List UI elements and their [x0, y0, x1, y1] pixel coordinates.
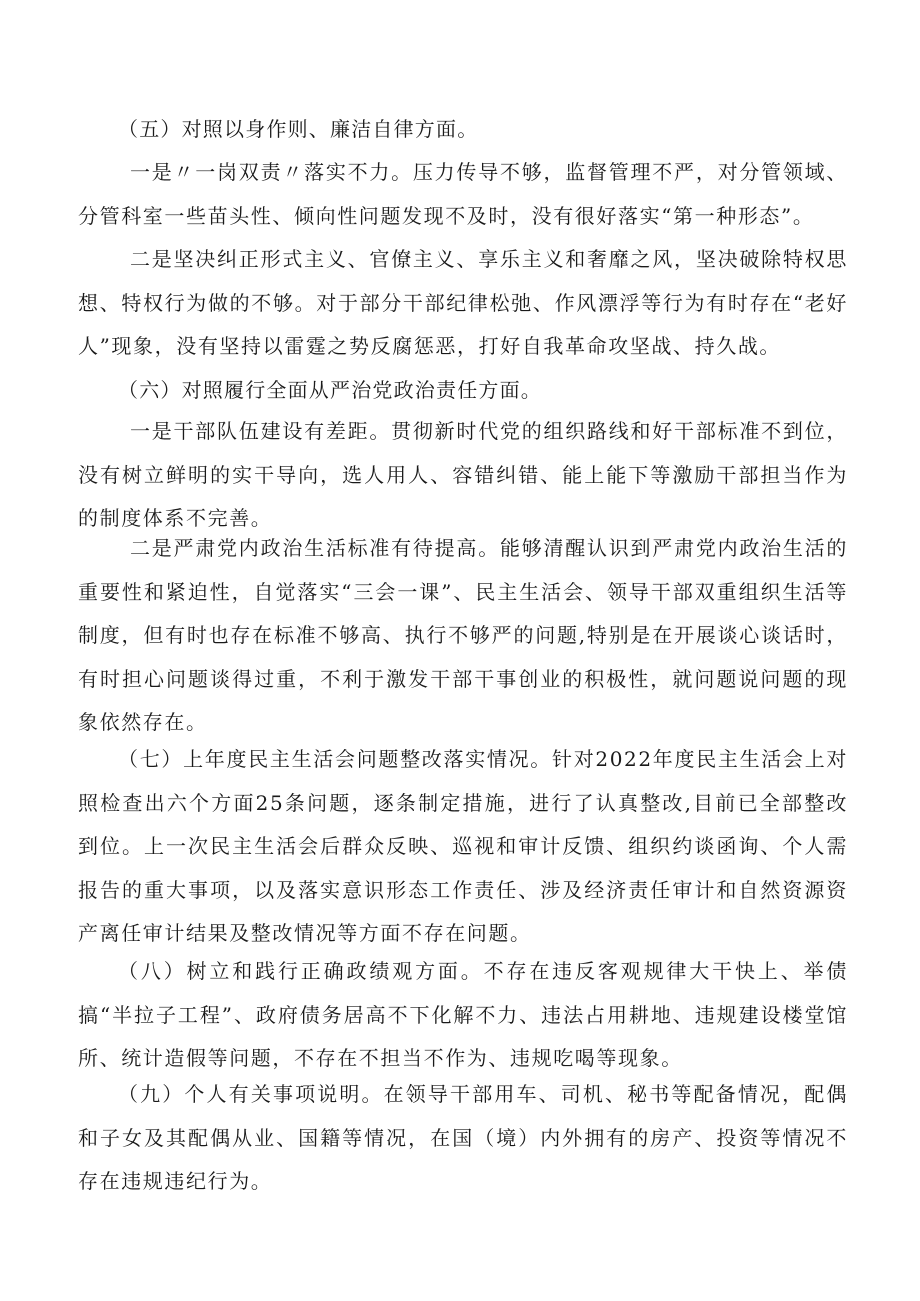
- section-8: （八）树立和践行正确政绩观方面。不存在违反客观规律大干快上、举债搞“半拉子工程”、政府债务居高不下化解不力、违法占用耕地、违规建设楼堂馆所、统计造假等问题，不存在不担当不作为、违规吃喝等现象。: [78, 959, 848, 1070]
- section-9: （九）个人有关事项说明。在领导干部用车、司机、秘书等配备情况，配偶和子女及其配偶从业、国籍等情况，在国（境）内外拥有的房产、投资等情况不存在违规违纪行为。: [78, 1082, 848, 1193]
- section-7: （七）上年度民主生活会问题整改落实情况。针对2022年度民主生活会上对照检查出六个方面25条问题，逐条制定措施，进行了认真整改,目前已全部整改到位。上一次民主生活会后群众反映、巡视和审计反馈、组织约谈函询、个人需报告的重大事项，以及落实意识形态工作责任、涉及经济责任审计和自然资源资产离任审计结果及整改情况等方面不存在问题。: [78, 747, 848, 945]
- section-heading-5: （五）对照以身作则、廉洁自律方面。: [118, 117, 479, 141]
- paragraph-6-2: 二是严肃党内政治生活标准有待提高。能够清醒认识到严肃党内政治生活的重要性和紧迫性，自觉落实“三会一课”、民主生活会、领导干部双重组织生活等制度，但有时也存在标准不够高、执行不够严的问题,特别是在开展谈心谈话时，有时担心问题谈得过重，不利于激发干部干事创业的积极性，就问题说问题的现象依然存在。: [78, 536, 848, 734]
- paragraph-6-1: 一是干部队伍建设有差距。贯彻新时代党的组织路线和好干部标准不到位，没有树立鲜明的实干导向，选人用人、容错纠错、能上能下等激励干部担当作为的制度体系不完善。: [78, 419, 848, 530]
- paragraph-5-1: 一是〃一岗双责〃落实不力。压力传导不够，监督管理不严，对分管领域、分管科室一些苗头性、倾向性问题发现不及时，没有很好落实“第一种形态”。: [78, 160, 848, 228]
- section-heading-6: （六）对照履行全面从严治党政治责任方面。: [118, 378, 542, 402]
- paragraph-5-2: 二是坚决纠正形式主义、官僚主义、享乐主义和奢靡之风，坚决破除特权思想、特权行为做的不够。对于部分干部纪律松弛、作风漂浮等行为有时存在“老好人”现象，没有坚持以雷霆之势反腐惩恶，打好自我革命攻坚战、持久战。: [78, 247, 848, 358]
